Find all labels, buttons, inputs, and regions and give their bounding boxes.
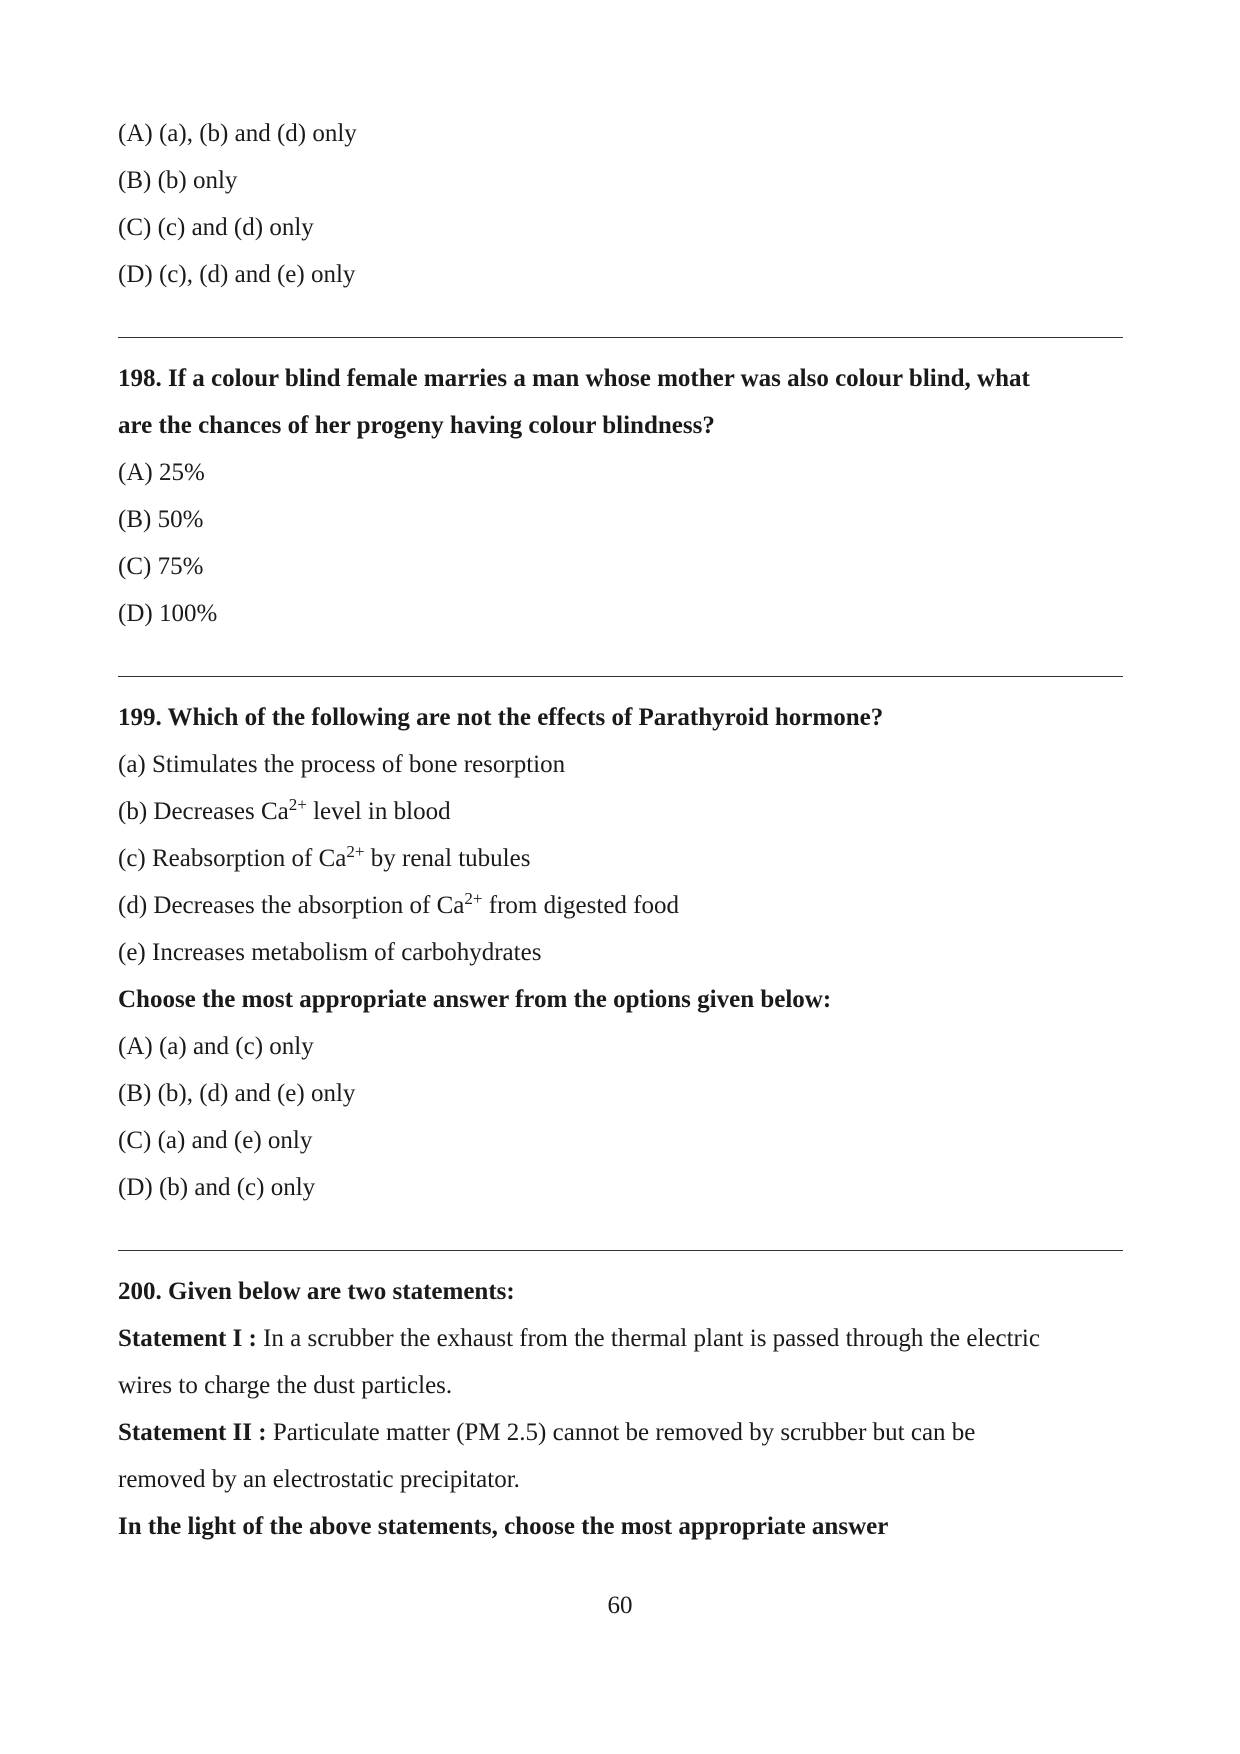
ion-charge: 2+ [288, 795, 307, 814]
q199-instruction: Choose the most appropriate answer from the options given below: [118, 986, 832, 1013]
q199-option-d: (D) (b) and (c) only [118, 1174, 316, 1201]
q197-options [118, 110, 1123, 298]
q200-statement2-line2: removed by an electrostatic precipitator. [118, 1466, 520, 1493]
question-199 [118, 694, 1123, 1211]
q200-statement1-line1: Statement I : In a scrubber the exhaust from the thermal plant is passed through the electric [118, 1325, 1040, 1352]
q198-question-line1: 198. If a colour blind female marries a man whose mother was also colour blind, what [118, 365, 1030, 392]
q200-statement2-line1: Statement II : Particulate matter (PM 2.5) cannot be removed by scrubber but can be [118, 1419, 976, 1446]
q200-question: 200. Given below are two statements: [118, 1278, 515, 1305]
ion-charge: 2+ [464, 889, 483, 908]
q199-statement-c: (c) Reabsorption of $Ca^{2+}$ by renal tubules [118, 842, 531, 872]
q199-option-c: (C) (a) and (e) only [118, 1127, 313, 1154]
ion-charge: 2+ [346, 842, 365, 861]
q197-option-d: (D) (c), (d) and (e) only [118, 261, 356, 288]
question-200 [118, 1268, 1123, 1550]
statement2-label: Statement II : [118, 1419, 267, 1446]
q199-statement-b: (b) Decreases $Ca^{2+}$ level in blood [118, 795, 451, 825]
q198-option-b: (B) 50% [118, 506, 204, 533]
q199-option-b: (B) (b), (d) and (e) only [118, 1080, 356, 1107]
q197-option-a: (A) (a), (b) and (d) only [118, 120, 357, 147]
statement1-label: Statement I : [118, 1325, 257, 1352]
q199-option-a: (A) (a) and (c) only [118, 1033, 314, 1060]
q198-question-line2: are the chances of her progeny having colour blindness? [118, 412, 715, 439]
q199-question: 199. Which of the following are not the effects of Parathyroid hormone? [118, 704, 884, 731]
q199-statement-e: (e) Increases metabolism of carbohydrates [118, 939, 542, 966]
q200-statement1-line2: wires to charge the dust particles. [118, 1372, 453, 1399]
question-198 [118, 355, 1123, 637]
q200-instruction: In the light of the above statements, choose the most appropriate answer [118, 1513, 889, 1540]
q198-option-a: (A) 25% [118, 459, 205, 486]
q199-statement-d: (d) Decreases the absorption of $Ca^{2+}$ from digested food [118, 889, 679, 919]
q198-option-c: (C) 75% [118, 553, 204, 580]
q197-option-c: (C) (c) and (d) only [118, 214, 314, 241]
exam-page-content [118, 110, 1123, 1550]
q198-option-d: (D) 100% [118, 600, 218, 627]
page-number: 60 [607, 1592, 633, 1619]
q197-option-b: (B) (b) only [118, 167, 238, 194]
q199-statement-a: (a) Stimulates the process of bone resorption [118, 751, 566, 778]
